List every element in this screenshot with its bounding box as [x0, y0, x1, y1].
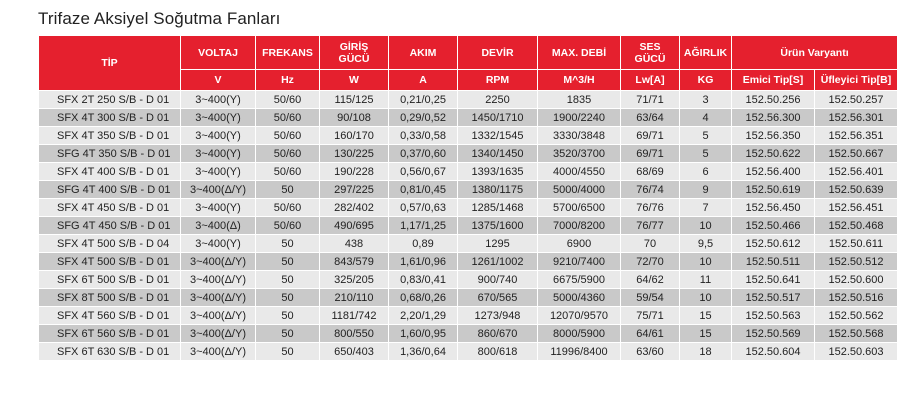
cell-guc: 297/225	[320, 181, 389, 199]
cell-debi: 5700/6500	[538, 199, 621, 217]
cell-ufleyici: 152.50.667	[815, 145, 898, 163]
cell-voltaj: 3~400(Δ/Y)	[181, 271, 256, 289]
table-row	[39, 343, 898, 361]
cell-devir: 1340/1450	[458, 145, 538, 163]
table-row	[39, 145, 898, 163]
cell-devir: 1393/1635	[458, 163, 538, 181]
cell-devir: 1380/1175	[458, 181, 538, 199]
cell-guc: 438	[320, 235, 389, 253]
cell-emici: 152.56.350	[732, 127, 815, 145]
unit-devir: RPM	[458, 70, 538, 91]
cell-tip: SFX 4T 560 S/B - D 01	[39, 307, 181, 325]
cell-guc: 800/550	[320, 325, 389, 343]
cell-guc: 650/403	[320, 343, 389, 361]
cell-ufleyici: 152.50.562	[815, 307, 898, 325]
col-header-urun-varyanti: Ürün Varyantı	[732, 36, 898, 70]
cell-ufleyici: 152.50.257	[815, 91, 898, 109]
cell-emici: 152.50.569	[732, 325, 815, 343]
cell-ufleyici: 152.56.301	[815, 109, 898, 127]
cell-agirlik: 11	[680, 271, 732, 289]
cell-ufleyici: 152.56.401	[815, 163, 898, 181]
cell-ses: 63/60	[621, 343, 680, 361]
cell-emici: 152.50.612	[732, 235, 815, 253]
cell-ses: 76/74	[621, 181, 680, 199]
ses-gucu-line1: SES	[639, 40, 661, 53]
cell-frekans: 50	[256, 343, 320, 361]
cell-emici: 152.50.619	[732, 181, 815, 199]
cell-frekans: 50/60	[256, 109, 320, 127]
cell-akim: 1,61/0,96	[389, 253, 458, 271]
cell-agirlik: 3	[680, 91, 732, 109]
cell-devir: 1375/1600	[458, 217, 538, 235]
col-header-agirlik: AĞIRLIK	[680, 36, 732, 70]
cell-emici: 152.56.450	[732, 199, 815, 217]
table-row	[39, 91, 898, 109]
cell-emici: 152.50.517	[732, 289, 815, 307]
cell-frekans: 50	[256, 253, 320, 271]
cell-devir: 670/565	[458, 289, 538, 307]
cell-emici: 152.50.511	[732, 253, 815, 271]
cell-akim: 1,60/0,95	[389, 325, 458, 343]
unit-agirlik: KG	[680, 70, 732, 91]
unit-ses-gucu: Lw[A]	[621, 70, 680, 91]
cell-frekans: 50/60	[256, 199, 320, 217]
cell-voltaj: 3~400(Δ/Y)	[181, 343, 256, 361]
cell-emici: 152.56.300	[732, 109, 815, 127]
cell-devir: 860/670	[458, 325, 538, 343]
cell-voltaj: 3~400(Δ/Y)	[181, 289, 256, 307]
cell-guc: 325/205	[320, 271, 389, 289]
unit-akim: A	[389, 70, 458, 91]
cell-debi: 3330/3848	[538, 127, 621, 145]
cell-emici: 152.50.604	[732, 343, 815, 361]
cell-agirlik: 5	[680, 145, 732, 163]
cell-agirlik: 5	[680, 127, 732, 145]
cell-frekans: 50	[256, 235, 320, 253]
cell-akim: 0,57/0,63	[389, 199, 458, 217]
cell-devir: 2250	[458, 91, 538, 109]
cell-ses: 64/62	[621, 271, 680, 289]
cell-voltaj: 3~400(Y)	[181, 235, 256, 253]
cell-tip: SFX 6T 500 S/B - D 01	[39, 271, 181, 289]
cell-akim: 0,81/0,45	[389, 181, 458, 199]
cell-agirlik: 10	[680, 253, 732, 271]
cell-tip: SFG 4T 450 S/B - D 01	[39, 217, 181, 235]
cell-debi: 8000/5900	[538, 325, 621, 343]
cell-akim: 1,36/0,64	[389, 343, 458, 361]
cell-ses: 59/54	[621, 289, 680, 307]
cell-debi: 7000/8200	[538, 217, 621, 235]
table-row	[39, 199, 898, 217]
cell-devir: 900/740	[458, 271, 538, 289]
cell-ses: 76/77	[621, 217, 680, 235]
cell-debi: 11996/8400	[538, 343, 621, 361]
cell-frekans: 50/60	[256, 127, 320, 145]
table-row	[39, 289, 898, 307]
cell-tip: SFG 4T 350 S/B - D 01	[39, 145, 181, 163]
cell-agirlik: 10	[680, 217, 732, 235]
cell-ses: 68/69	[621, 163, 680, 181]
cell-devir: 1450/1710	[458, 109, 538, 127]
cell-voltaj: 3~400(Δ/Y)	[181, 253, 256, 271]
col-header-akim: AKIM	[389, 36, 458, 70]
cell-emici: 152.50.563	[732, 307, 815, 325]
unit-voltaj: V	[181, 70, 256, 91]
cell-guc: 490/695	[320, 217, 389, 235]
table-row	[39, 181, 898, 199]
cell-debi: 9210/7400	[538, 253, 621, 271]
cell-emici: 152.50.641	[732, 271, 815, 289]
cell-ufleyici: 152.50.639	[815, 181, 898, 199]
col-header-ses-gucu	[621, 36, 680, 70]
cell-voltaj: 3~400(Δ/Y)	[181, 325, 256, 343]
cell-voltaj: 3~400(Δ)	[181, 217, 256, 235]
cell-agirlik: 4	[680, 109, 732, 127]
cell-debi: 5000/4360	[538, 289, 621, 307]
cell-tip: SFG 4T 400 S/B - D 01	[39, 181, 181, 199]
page-title: Trifaze Aksiyel Soğutma Fanları	[38, 9, 281, 28]
col-header-giris-gucu	[320, 36, 389, 70]
unit-max-debi: M^3/H	[538, 70, 621, 91]
cell-guc: 1181/742	[320, 307, 389, 325]
cell-tip: SFX 4T 400 S/B - D 01	[39, 163, 181, 181]
cell-voltaj: 3~400(Δ/Y)	[181, 307, 256, 325]
cell-agirlik: 7	[680, 199, 732, 217]
cell-ses: 64/61	[621, 325, 680, 343]
cell-tip: SFX 2T 250 S/B - D 01	[39, 91, 181, 109]
cell-akim: 1,17/1,25	[389, 217, 458, 235]
cell-guc: 282/402	[320, 199, 389, 217]
cell-agirlik: 10	[680, 289, 732, 307]
cell-tip: SFX 4T 500 S/B - D 04	[39, 235, 181, 253]
cell-debi: 5000/4000	[538, 181, 621, 199]
giris-gucu-line2: GÜCÜ	[338, 52, 370, 65]
header-row	[39, 36, 898, 70]
cell-emici: 152.56.400	[732, 163, 815, 181]
table-row	[39, 271, 898, 289]
cell-frekans: 50/60	[256, 217, 320, 235]
cell-tip: SFX 4T 350 S/B - D 01	[39, 127, 181, 145]
cell-ses: 63/64	[621, 109, 680, 127]
cell-akim: 0,89	[389, 235, 458, 253]
cell-tip: SFX 4T 450 S/B - D 01	[39, 199, 181, 217]
cell-devir: 1285/1468	[458, 199, 538, 217]
cell-voltaj: 3~400(Y)	[181, 163, 256, 181]
cell-guc: 115/125	[320, 91, 389, 109]
table-row	[39, 325, 898, 343]
cell-akim: 0,56/0,67	[389, 163, 458, 181]
col-header-devir: DEVİR	[458, 36, 538, 70]
cell-devir: 1261/1002	[458, 253, 538, 271]
cell-ses: 70	[621, 235, 680, 253]
cell-ufleyici: 152.50.611	[815, 235, 898, 253]
cell-ufleyici: 152.56.351	[815, 127, 898, 145]
ses-gucu-line2: GÜCÜ	[634, 52, 666, 65]
col-header-max-debi: MAX. DEBİ	[538, 36, 621, 70]
cell-agirlik: 15	[680, 307, 732, 325]
cell-voltaj: 3~400(Δ/Y)	[181, 181, 256, 199]
unit-ufleyici: Üfleyici Tip[B]	[815, 70, 898, 91]
cell-frekans: 50	[256, 325, 320, 343]
cell-ufleyici: 152.50.516	[815, 289, 898, 307]
cell-ufleyici: 152.56.451	[815, 199, 898, 217]
cell-voltaj: 3~400(Y)	[181, 91, 256, 109]
cell-tip: SFX 4T 300 S/B - D 01	[39, 109, 181, 127]
cell-akim: 0,83/0,41	[389, 271, 458, 289]
cell-akim: 0,21/0,25	[389, 91, 458, 109]
cell-debi: 1835	[538, 91, 621, 109]
cell-akim: 2,20/1,29	[389, 307, 458, 325]
cell-agirlik: 9,5	[680, 235, 732, 253]
cell-ufleyici: 152.50.512	[815, 253, 898, 271]
cell-guc: 130/225	[320, 145, 389, 163]
cell-voltaj: 3~400(Y)	[181, 127, 256, 145]
cell-devir: 1295	[458, 235, 538, 253]
cell-tip: SFX 8T 500 S/B - D 01	[39, 289, 181, 307]
col-header-frekans: FREKANS	[256, 36, 320, 70]
cell-tip: SFX 6T 560 S/B - D 01	[39, 325, 181, 343]
cell-voltaj: 3~400(Y)	[181, 199, 256, 217]
cell-agirlik: 15	[680, 325, 732, 343]
cell-emici: 152.50.256	[732, 91, 815, 109]
cell-debi: 4000/4550	[538, 163, 621, 181]
cell-agirlik: 18	[680, 343, 732, 361]
cell-debi: 1900/2240	[538, 109, 621, 127]
cell-ufleyici: 152.50.600	[815, 271, 898, 289]
cell-debi: 3520/3700	[538, 145, 621, 163]
cell-frekans: 50/60	[256, 91, 320, 109]
table-row	[39, 253, 898, 271]
unit-giris-gucu: W	[320, 70, 389, 91]
cell-frekans: 50/60	[256, 163, 320, 181]
cell-ufleyici: 152.50.468	[815, 217, 898, 235]
cell-ufleyici: 152.50.568	[815, 325, 898, 343]
cell-ses: 69/71	[621, 145, 680, 163]
cell-ses: 76/76	[621, 199, 680, 217]
cell-devir: 800/618	[458, 343, 538, 361]
cell-voltaj: 3~400(Y)	[181, 109, 256, 127]
cell-guc: 843/579	[320, 253, 389, 271]
cell-frekans: 50	[256, 271, 320, 289]
col-header-tip: TİP	[39, 36, 181, 91]
table-row	[39, 217, 898, 235]
cell-devir: 1332/1545	[458, 127, 538, 145]
unit-frekans: Hz	[256, 70, 320, 91]
cell-ses: 72/70	[621, 253, 680, 271]
giris-gucu-line1: GİRİŞ	[339, 40, 369, 53]
cell-debi: 12070/9570	[538, 307, 621, 325]
cell-frekans: 50	[256, 307, 320, 325]
unit-emici: Emici Tip[S]	[732, 70, 815, 91]
cell-frekans: 50	[256, 289, 320, 307]
cell-ses: 69/71	[621, 127, 680, 145]
cell-akim: 0,29/0,52	[389, 109, 458, 127]
cell-devir: 1273/948	[458, 307, 538, 325]
cell-guc: 190/228	[320, 163, 389, 181]
col-header-voltaj: VOLTAJ	[181, 36, 256, 70]
cell-guc: 210/110	[320, 289, 389, 307]
cell-emici: 152.50.622	[732, 145, 815, 163]
cell-agirlik: 6	[680, 163, 732, 181]
fan-spec-table	[38, 35, 898, 361]
cell-voltaj: 3~400(Y)	[181, 145, 256, 163]
cell-debi: 6900	[538, 235, 621, 253]
cell-ses: 71/71	[621, 91, 680, 109]
cell-akim: 0,37/0,60	[389, 145, 458, 163]
cell-akim: 0,33/0,58	[389, 127, 458, 145]
table-row	[39, 109, 898, 127]
cell-frekans: 50/60	[256, 145, 320, 163]
cell-ses: 75/71	[621, 307, 680, 325]
table-row	[39, 235, 898, 253]
cell-frekans: 50	[256, 181, 320, 199]
cell-agirlik: 9	[680, 181, 732, 199]
cell-emici: 152.50.466	[732, 217, 815, 235]
table-row	[39, 307, 898, 325]
cell-ufleyici: 152.50.603	[815, 343, 898, 361]
table-row	[39, 127, 898, 145]
cell-tip: SFX 6T 630 S/B - D 01	[39, 343, 181, 361]
table-body	[39, 91, 898, 361]
cell-tip: SFX 4T 500 S/B - D 01	[39, 253, 181, 271]
table-row	[39, 163, 898, 181]
cell-guc: 160/170	[320, 127, 389, 145]
cell-guc: 90/108	[320, 109, 389, 127]
cell-debi: 6675/5900	[538, 271, 621, 289]
cell-akim: 0,68/0,26	[389, 289, 458, 307]
